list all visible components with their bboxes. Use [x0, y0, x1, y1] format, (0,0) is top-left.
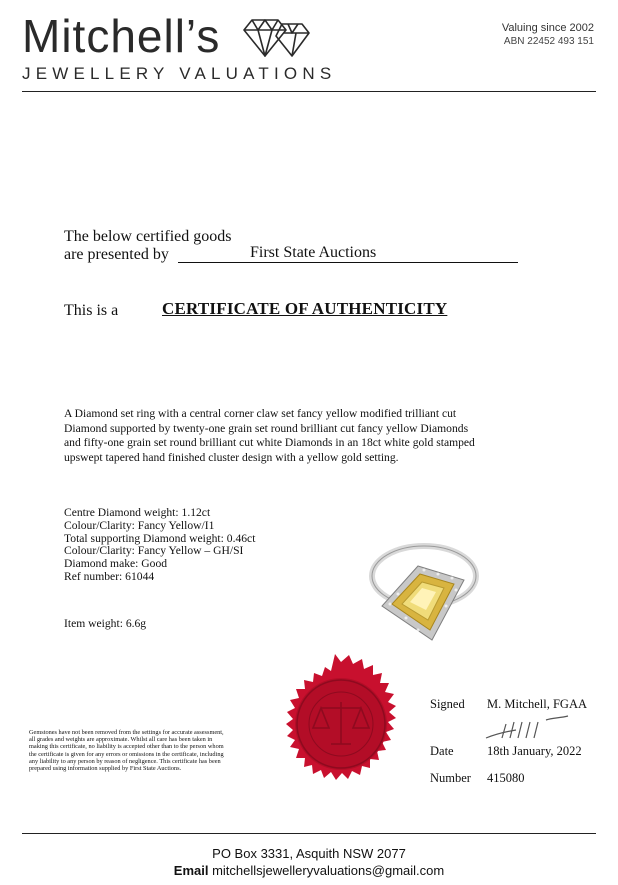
- presenter-underline: [178, 262, 518, 263]
- certificate-prefix: This is a: [64, 302, 119, 319]
- brand-subtitle: JEWELLERY VALUATIONS: [22, 64, 337, 83]
- spec-line: Colour/Clarity: Fancy Yellow/I1: [64, 518, 215, 532]
- item-description: A Diamond set ring with a central corner claw set fancy yellow modified trilliant cut Diamond supported by twenty-one grain set round brilliant cut fancy yellow Diamonds and fifty-one grain set round brilliant cut white Diamonds in an 18ct white gold stamped upswept tapered hand finished cluster design with a yellow gold setting.: [64, 407, 475, 464]
- header-meta: [502, 22, 594, 47]
- signed-value: M. Mitchell, FGAA: [487, 697, 587, 711]
- email-address[interactable]: mitchellsjewelleryvaluations@gmail.com: [212, 863, 445, 878]
- brand-name: Mitchell’s: [22, 10, 221, 62]
- diamond-logo-icon: [242, 14, 312, 60]
- intro-line-2: are presented by: [64, 246, 169, 263]
- since-text: Valuing since 2002: [501, 22, 594, 34]
- intro-line-1: The below certified goods: [64, 228, 232, 245]
- spec-line: Diamond make: Good: [64, 557, 168, 571]
- number-label: Number: [430, 771, 471, 785]
- spec-line: Colour/Clarity: Fancy Yellow – GH/SI: [64, 544, 244, 558]
- header-divider: [22, 91, 596, 92]
- date-label: Date: [430, 744, 454, 758]
- specs-list: [64, 507, 255, 584]
- certificate-title: CERTIFICATE OF AUTHENTICITY: [162, 299, 448, 318]
- footer-divider: [22, 833, 596, 834]
- signature-mark: [482, 714, 572, 744]
- spec-line: Centre Diamond weight: 1.12ct: [64, 506, 211, 519]
- item-weight: Item weight: 6.6g: [64, 617, 147, 630]
- ring-photo: [358, 536, 486, 648]
- abn-text: ABN 22452 493 151: [503, 36, 594, 47]
- spec-line: Total supporting Diamond weight: 0.46ct: [64, 531, 256, 545]
- footer-address: PO Box 3331, Asquith NSW 2077: [212, 846, 406, 861]
- wax-seal-icon: [255, 652, 415, 810]
- disclaimer-text: Gemstones have not been removed from the settings for accurate assessment, all grades and weights are approximate. Whilst all care has been taken in making this certificate, no liability is accepted other than to the person whom the certificate is given for any errors or omissions in the certificate, including any liability to any person by reason of negligence. This certificate has been prepared using information supplied by First State Auctions.: [29, 729, 224, 773]
- spec-line: Ref number: 61044: [64, 569, 155, 583]
- email-label: Email: [173, 863, 209, 878]
- number-value: 415080: [487, 771, 525, 785]
- footer-email-line: [0, 863, 618, 878]
- date-value: 18th January, 2022: [487, 744, 582, 758]
- signed-label: Signed: [430, 697, 465, 711]
- presenter-name: First State Auctions: [250, 244, 377, 261]
